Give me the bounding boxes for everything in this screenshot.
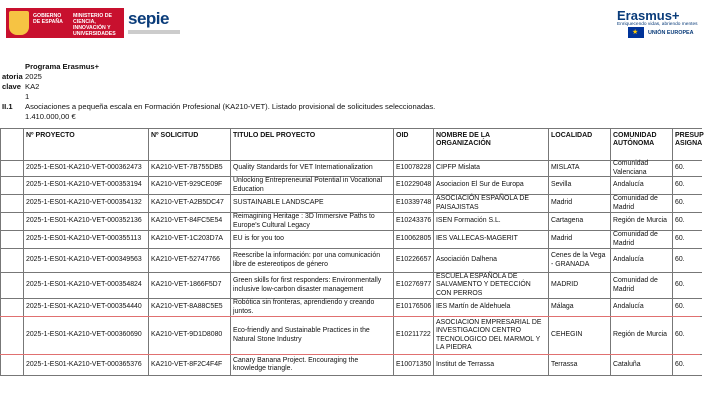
cell-titulo: Green skills for first responders: Environmentally inclusive low-carbon disaster management xyxy=(230,272,393,298)
cell-organizacion: Asociación Dalhena xyxy=(433,248,548,272)
cell-solicitud: KA210-VET-84FC5E54 xyxy=(148,212,230,230)
cell-proyecto: 2025-1-ES01-KA210-VET-000355113 xyxy=(23,230,148,248)
cell-presupuesto: 60. xyxy=(672,298,702,316)
gobierno-logo xyxy=(6,8,124,38)
cell-localidad: MADRID xyxy=(548,272,610,298)
header-organizacion: NOMBRE DE LA ORGANIZACIÓN xyxy=(433,128,548,160)
table-row xyxy=(0,298,700,316)
table-row xyxy=(0,230,700,248)
row-index xyxy=(0,354,23,376)
cell-solicitud: KA210-VET-7B755DB5 xyxy=(148,160,230,176)
cell-comunidad: Comunidad Valenciana xyxy=(610,160,672,176)
cell-titulo: Quality Standards for VET Internationalization xyxy=(230,160,393,176)
cell-localidad: Málaga xyxy=(548,298,610,316)
table-row xyxy=(0,272,700,298)
erasmus-tagline: Enriquecendo vidas, abriendo mentes xyxy=(617,22,698,27)
cell-oid: E10226657 xyxy=(393,248,433,272)
convocatoria-label: atoria xyxy=(2,72,23,81)
cell-presupuesto: 60. xyxy=(672,248,702,272)
accion-description: Asociaciones a pequeña escala en Formación Profesional (KA210-VET). Listado provisional de solicitudes seleccionadas. xyxy=(25,102,436,111)
eu-logo xyxy=(628,27,699,39)
cell-localidad: MISLATA xyxy=(548,160,610,176)
cell-titulo: Reimagining Heritage : 3D Immersive Paths to Europe's Cultural Legacy xyxy=(230,212,393,230)
sepie-wordmark: sepie xyxy=(128,9,169,28)
cell-presupuesto: 60. xyxy=(672,194,702,212)
ministerio-text: MINISTERIO DE CIENCIA, INNOVACIÓN Y UNIVERSIDADES xyxy=(73,13,116,37)
cell-localidad: Madrid xyxy=(548,194,610,212)
row-index xyxy=(0,272,23,298)
cell-solicitud: KA210-VET-929CE09F xyxy=(148,176,230,194)
cell-comunidad: Cataluña xyxy=(610,354,672,376)
cell-organizacion: CIPFP Mislata xyxy=(433,160,548,176)
cell-solicitud: KA210-VET-1866F5D7 xyxy=(148,272,230,298)
convocatoria-value: 2025 xyxy=(25,72,42,81)
cell-proyecto: 2025-1-ES01-KA210-VET-000362473 xyxy=(23,160,148,176)
sepie-subline xyxy=(128,30,180,34)
cell-comunidad: Comunidad de Madrid xyxy=(610,194,672,212)
cell-localidad: Cenes de la Vega - GRANADA xyxy=(548,248,610,272)
cell-localidad: Terrassa xyxy=(548,354,610,376)
cell-proyecto: 2025-1-ES01-KA210-VET-000360690 xyxy=(23,316,148,354)
cell-localidad: Cartagena xyxy=(548,212,610,230)
coat-of-arms-icon xyxy=(9,11,29,35)
cell-titulo: Canary Banana Project. Encouraging the knowledge triangle. xyxy=(230,354,393,376)
table-row xyxy=(0,212,700,230)
row-index xyxy=(0,230,23,248)
cell-proyecto: 2025-1-ES01-KA210-VET-000352136 xyxy=(23,212,148,230)
header-titulo: TITULO DEL PROYECTO xyxy=(230,128,393,160)
gobierno-text: GOBIERNO DE ESPAÑA xyxy=(33,13,63,25)
cell-solicitud: KA210-VET-8A88C5E5 xyxy=(148,298,230,316)
cell-localidad: Sevilla xyxy=(548,176,610,194)
cell-solicitud: KA210-VET-9D1D8080 xyxy=(148,316,230,354)
cell-oid: E10211722 xyxy=(393,316,433,354)
highlight-line xyxy=(0,354,700,355)
cell-oid: E10062805 xyxy=(393,230,433,248)
total-amount: 1.410.000,00 € xyxy=(25,112,76,121)
clave-value: KA2 xyxy=(25,82,40,91)
cell-organizacion: IES VALLECAS-MAGERIT xyxy=(433,230,548,248)
cell-presupuesto: 60. xyxy=(672,354,702,376)
cell-comunidad: Andalucía xyxy=(610,176,672,194)
eu-label: UNIÓN EUROPEA xyxy=(648,30,694,36)
table-row xyxy=(0,176,700,194)
cell-titulo: Unlocking Entrepreneurial Potential in Vocational Education xyxy=(230,176,393,194)
row-index xyxy=(0,248,23,272)
cell-proyecto: 2025-1-ES01-KA210-VET-000354824 xyxy=(23,272,148,298)
cell-presupuesto: 60. xyxy=(672,230,702,248)
cell-localidad: CEHEGIN xyxy=(548,316,610,354)
cell-comunidad: Región de Murcia xyxy=(610,316,672,354)
cell-solicitud: KA210-VET-1C203D7A xyxy=(148,230,230,248)
table-row xyxy=(0,160,700,176)
cell-organizacion: Asociacion El Sur de Europa xyxy=(433,176,548,194)
table-row xyxy=(0,354,700,376)
table-header xyxy=(0,128,704,160)
cell-solicitud: KA210-VET-52747766 xyxy=(148,248,230,272)
cell-proyecto: 2025-1-ES01-KA210-VET-000353194 xyxy=(23,176,148,194)
cell-presupuesto: 60. xyxy=(672,176,702,194)
cell-comunidad: Comunidad de Madrid xyxy=(610,230,672,248)
cell-titulo: Robótica sin fronteras, aprendiendo y creando juntos. xyxy=(230,298,393,316)
cell-organizacion: IES Martín de Aldehuela xyxy=(433,298,548,316)
cell-comunidad: Andalucía xyxy=(610,298,672,316)
cell-organizacion: ESCUELA ESPAÑOLA DE SALVAMENTO Y DETECCIÓN CON PERROS xyxy=(433,272,548,298)
cell-localidad: Madrid xyxy=(548,230,610,248)
cell-comunidad: Región de Murcia xyxy=(610,212,672,230)
cell-organizacion: Institut de Terrassa xyxy=(433,354,548,376)
row3-value: 1 xyxy=(25,92,30,101)
cell-solicitud: KA210-VET-A2B5DC47 xyxy=(148,194,230,212)
header-index xyxy=(0,128,23,160)
cell-oid: E10176506 xyxy=(393,298,433,316)
row-index xyxy=(0,194,23,212)
row-index xyxy=(0,212,23,230)
eu-flag-icon: ★ xyxy=(628,27,644,38)
cell-titulo: Eco-friendly and Sustainable Practices in the Natural Stone Industry xyxy=(230,316,393,354)
row-index xyxy=(0,298,23,316)
cell-oid: E10243376 xyxy=(393,212,433,230)
cell-organizacion: ASOCIACIÓN ESPAÑOLA DE PAISAJISTAS xyxy=(433,194,548,212)
cell-oid: E10339748 xyxy=(393,194,433,212)
cell-organizacion: ASOCIACION EMPRESARIAL DE INVESTIGACION CENTRO TECNOLOGICO DEL MARMOL Y LA PIEDRA xyxy=(433,316,548,354)
clave-label: clave xyxy=(2,82,22,91)
row-index xyxy=(0,160,23,176)
table-row xyxy=(0,316,700,354)
cell-organizacion: ISEN Formación S.L. xyxy=(433,212,548,230)
header-oid: OID xyxy=(393,128,433,160)
cell-proyecto: 2025-1-ES01-KA210-VET-000354440 xyxy=(23,298,148,316)
cell-oid: E10276977 xyxy=(393,272,433,298)
cell-presupuesto: 60. xyxy=(672,272,702,298)
cell-presupuesto: 60. xyxy=(672,316,702,354)
table-row xyxy=(0,248,700,272)
cell-oid: E10078228 xyxy=(393,160,433,176)
cell-titulo: Reescribe la información: por una comunicación libre de estereotipos de género xyxy=(230,248,393,272)
header-presupuesto: PRESUP ASIGNA xyxy=(672,128,702,160)
header-comunidad: COMUNIDAD AUTÓNOMA xyxy=(610,128,672,160)
cell-proyecto: 2025-1-ES01-KA210-VET-000354132 xyxy=(23,194,148,212)
cell-presupuesto: 60. xyxy=(672,212,702,230)
cell-solicitud: KA210-VET-8F2C4F4F xyxy=(148,354,230,376)
cell-comunidad: Andalucía xyxy=(610,248,672,272)
row-index xyxy=(0,176,23,194)
sepie-logo xyxy=(128,9,180,37)
row-index xyxy=(0,316,23,354)
accion-label: II.1 xyxy=(2,102,13,111)
cell-proyecto: 2025-1-ES01-KA210-VET-000349563 xyxy=(23,248,148,272)
erasmus-wordmark: Erasmus+ xyxy=(617,8,680,23)
table-row xyxy=(0,194,700,212)
cell-presupuesto: 60. xyxy=(672,160,702,176)
programa-title: Programa Erasmus+ xyxy=(25,62,100,71)
cell-proyecto: 2025-1-ES01-KA210-VET-000365376 xyxy=(23,354,148,376)
cell-titulo: EU is for you too xyxy=(230,230,393,248)
cell-comunidad: Comunidad de Madrid xyxy=(610,272,672,298)
header-solicitud: Nº SOLICITUD xyxy=(148,128,230,160)
cell-oid: E10229048 xyxy=(393,176,433,194)
cell-titulo: SUSTAINABLE LANDSCAPE xyxy=(230,194,393,212)
highlight-line xyxy=(0,316,700,317)
cell-oid: E10071350 xyxy=(393,354,433,376)
header-localidad: LOCALIDAD xyxy=(548,128,610,160)
header-proyecto: Nº PROYECTO xyxy=(23,128,148,160)
